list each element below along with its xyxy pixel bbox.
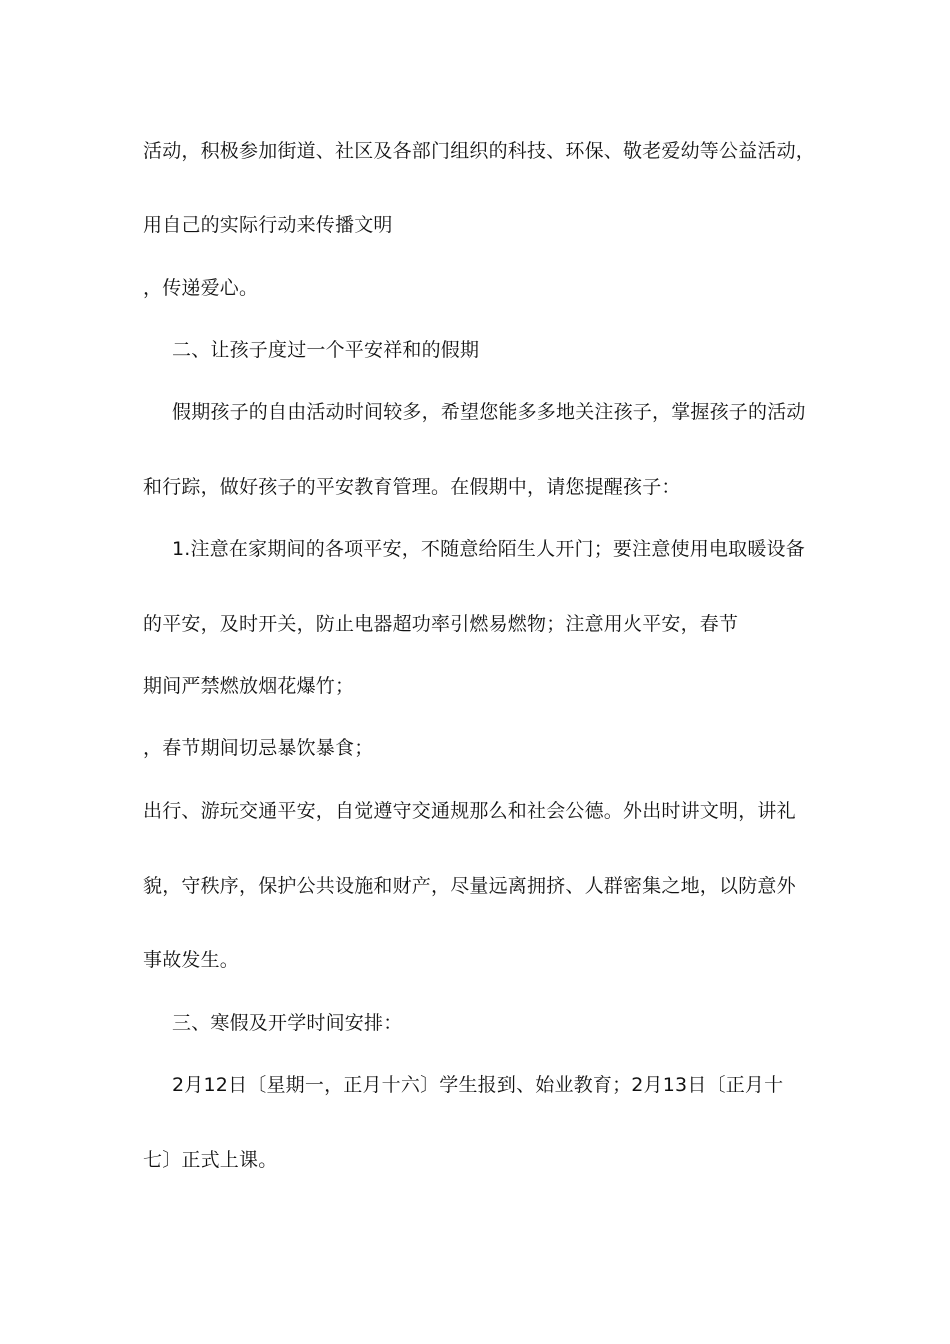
paragraph-line: 活动，积极参加街道、社区及各部门组织的科技、环保、敬老爱幼等公益活动， [143,140,816,162]
paragraph-line: 出行、游玩交通平安，自觉遵守交通规那么和社会公德。外出时讲文明，讲礼 [143,800,796,822]
section-heading: 三、寒假及开学时间安排： [172,1012,403,1034]
paragraph-line: 的平安，及时开关，防止电器超功率引燃易燃物；注意用火平安，春节 [143,613,739,635]
paragraph-line: 事故发生。 [143,949,240,971]
paragraph-line: 七〕正式上课。 [143,1149,278,1171]
paragraph-line: 和行踪，做好孩子的平安教育管理。在假期中，请您提醒孩子： [143,476,681,498]
paragraph-line: 假期孩子的自由活动时间较多，希望您能多多地关注孩子，掌握孩子的活动 [172,401,806,423]
paragraph-line: 期间严禁燃放烟花爆竹； [143,675,355,697]
paragraph-line: ，春节期间切忌暴饮暴食； [143,737,374,759]
paragraph-line: 貌，守秩序，保护公共设施和财产，尽量远离拥挤、人群密集之地，以防意外 [143,875,796,897]
paragraph-line: 2月12日〔星期一，正月十六〕学生报到、始业教育；2月13日〔正月十 [172,1074,784,1096]
paragraph-line: 用自己的实际行动来传播文明 [143,214,393,236]
paragraph-line: ，传递爱心。 [143,277,259,299]
section-heading: 二、让孩子度过一个平安祥和的假期 [172,339,480,361]
list-item-line: 1.注意在家期间的各项平安，不随意给陌生人开门；要注意使用电取暖设备 [172,538,805,560]
